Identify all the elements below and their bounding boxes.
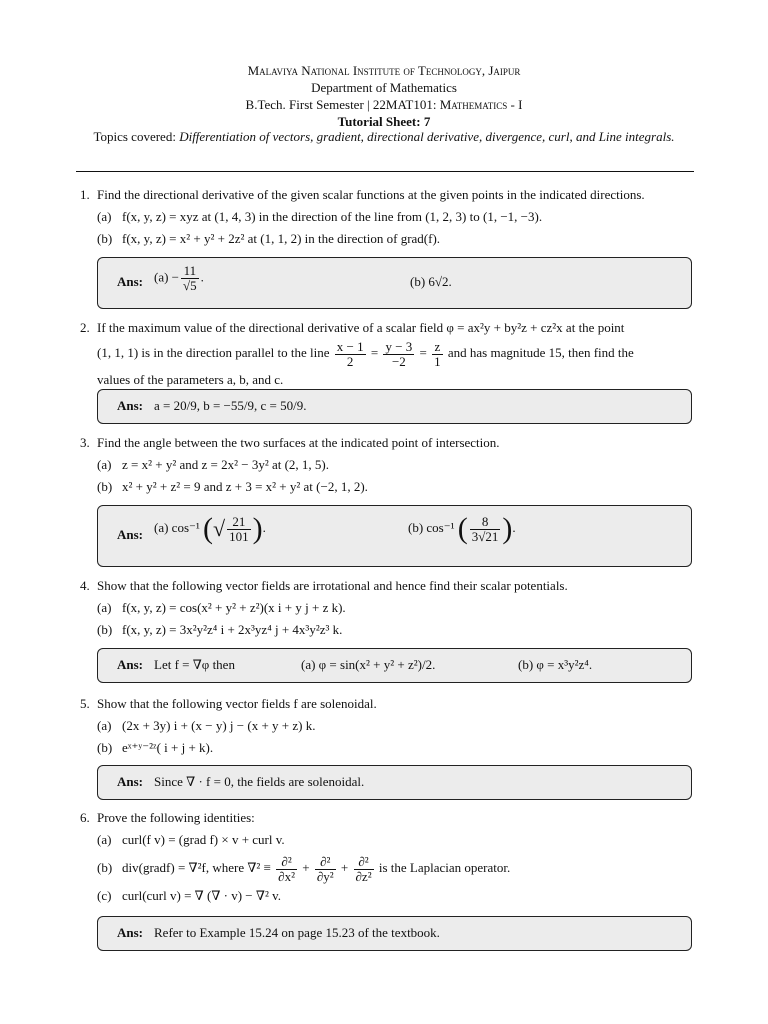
question-part: (b) div(gradf) = ∇²f, where ∇² ≡ $\frac{\text{∂²}}{\text{∂x²}}$ + $\frac{\text{∂²}}{\text{∂y²}}$ + $\frac{\text{∂²}}{\text{∂z²}}$ is the Laplacian operator. — [97, 853, 511, 884]
question-part: (b) f(x, y, z) = x² + y² + 2z² at (1, 1, 2) in the direction of grad(f). — [97, 231, 441, 246]
topics-text: Differentiation of vectors, gradient, directional derivative, divergence, curl, and Line integrals. — [179, 129, 675, 144]
question-part: (a) f(x, y, z) = cos(x² + y² + z²)(x i + y j + z k). — [97, 600, 346, 615]
course-line — [0, 96, 768, 113]
question-1 — [80, 184, 696, 250]
department-name: Department of Mathematics — [311, 80, 457, 95]
header-rule — [76, 171, 694, 172]
question-number: 2. — [80, 320, 90, 335]
answer-text: Refer to Example 15.24 on page 15.23 of the textbook. — [154, 925, 440, 940]
answer-b: (b) cos⁻¹ ( $\frac{8}{3√21}$ ). — [408, 512, 516, 545]
question-part: (b) f(x, y, z) = 3x²y²z⁴ i + 2x³yz⁴ j + 4x³y²z³ k. — [97, 622, 343, 637]
question-5 — [80, 693, 696, 759]
fraction: $\frac{z}{1}$ — [434, 338, 441, 369]
separator: | — [367, 97, 370, 112]
question-part: (a) (2x + 3y) i + (x − y) j − (x + y + z) k. — [97, 718, 316, 733]
document-header — [0, 62, 768, 130]
answer-box-5 — [97, 765, 692, 800]
semester: B.Tech. First Semester — [245, 97, 364, 112]
question-number: 6. — [80, 810, 90, 825]
question-part: (a) curl(f v) = (grad f) × v + curl v. — [97, 832, 285, 847]
answer-intro: Let f = ∇φ then — [154, 657, 235, 672]
question-number: 5. — [80, 696, 90, 711]
question-stem: Find the angle between the two surfaces at the indicated point of intersection. — [97, 435, 500, 450]
question-number: 4. — [80, 578, 90, 593]
answer-label: Ans: — [117, 527, 144, 542]
course-name: Mathematics - I — [439, 97, 523, 112]
answer-label: Ans: — [117, 925, 144, 940]
answer-label: Ans: — [117, 657, 144, 672]
answer-b: (b) 6√2. — [410, 274, 452, 289]
course-code: 22MAT101: — [372, 97, 437, 112]
question-stem: Show that the following vector fields f are solenoidal. — [97, 696, 377, 711]
question-stem-line: (1, 1, 1) is in the direction parallel to the line $\frac{x - 1}{2}$ = $\frac{y - 3}{-2}$ = $\frac{z}{1}$ and has magnitude 15, then find the — [97, 338, 634, 369]
question-part: (b) eˣ⁺ʸ⁻²ᶻ( i + j + k). — [97, 740, 214, 755]
question-2: 2. If the maximum value of the directional derivative of a scalar field φ = ax²y + by²z + cz²x at the point (1, 1, 1) is in the direction parallel to the line $\frac{x - 1}{2}$ = $\frac{y - 3}{-2}$ = $\frac{z}{1}$ and has magnitude 15, then find the values of the parameters a, b, and c. — [80, 317, 696, 391]
answer-label: Ans: — [117, 274, 144, 289]
institute-name: Malaviya National Institute of Technology, Jaipur — [247, 63, 521, 78]
question-stem: Find the directional derivative of the given scalar functions at the given points in the indicated directions. — [97, 187, 645, 202]
answer-box-1 — [97, 257, 692, 309]
question-4 — [80, 575, 696, 641]
topics-line — [0, 129, 768, 145]
question-3 — [80, 432, 696, 498]
question-part: (b) x² + y² + z² = 9 and z + 3 = x² + y² at (−2, 1, 2). — [97, 479, 368, 494]
question-stem: Show that the following vector fields are irrotational and hence find their scalar potentials. — [97, 578, 568, 593]
question-part: (a) z = x² + y² and z = 2x² − 3y² at (2, 1, 5). — [97, 457, 330, 472]
answer-a: (a) cos⁻¹ (√ $\frac{21}{101}$ ). — [154, 512, 266, 545]
answer-box-3 — [97, 505, 692, 567]
fraction: $\frac{y - 3}{-2}$ — [385, 338, 413, 369]
question-stem: If the maximum value of the directional derivative of a scalar field φ = ax²y + by²z + cz²x at the point — [97, 320, 625, 335]
answer-box-6 — [97, 916, 692, 951]
answer-a: (a) − $\frac{11}{√5}$ . — [154, 263, 204, 293]
question-6 — [80, 807, 696, 907]
question-part: (c) curl(curl v) = ∇ (∇ · v) − ∇² v. — [97, 888, 282, 903]
sheet-title: Tutorial Sheet: 7 — [337, 114, 431, 129]
topics-label: Topics covered: — [93, 129, 176, 144]
answer-a: (a) φ = sin(x² + y² + z²)/2. — [301, 657, 436, 672]
question-stem: Prove the following identities: — [97, 810, 255, 825]
answer-label: Ans: — [117, 774, 144, 789]
answer-text: Since ∇ · f = 0, the fields are solenoidal. — [154, 774, 365, 789]
question-part: (a) f(x, y, z) = xyz at (1, 4, 3) in the direction of the line from (1, 2, 3) to (1, −1, −3). — [97, 209, 543, 224]
answer-box-4 — [97, 648, 692, 683]
question-number: 3. — [80, 435, 90, 450]
answer-b: (b) φ = x³y²z⁴. — [518, 657, 593, 672]
question-number: 1. — [80, 187, 90, 202]
fraction: $\frac{x - 1}{2}$ — [336, 338, 364, 369]
answer-label: Ans: — [117, 398, 144, 413]
answer-box-2 — [97, 389, 692, 424]
answer-text: a = 20/9, b = −55/9, c = 50/9. — [154, 398, 307, 413]
